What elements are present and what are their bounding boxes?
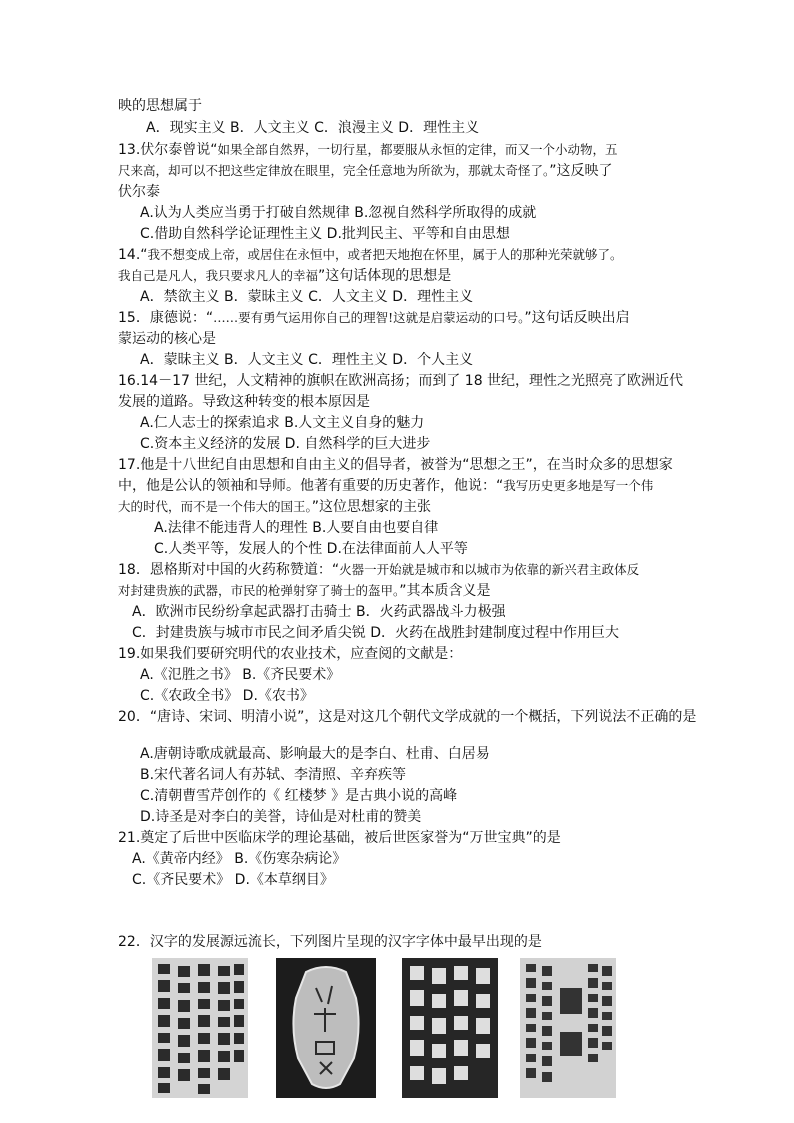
q16-options-ab: A.仁人志士的探索追求 B.人文主义自身的魅力	[140, 415, 425, 431]
ancient-manuscript-image	[520, 958, 616, 1098]
q14-stem-line1: 14.“我不想变成上帝，或居住在永恒中，或者把天地抱在怀里，属于人的那种光荣就够了。	[118, 247, 623, 263]
q19-options-cd: C.《农政全书》 D.《农书》	[140, 688, 314, 704]
q20-option-b: B.宋代著名词人有苏轼、李清照、辛弃疾等	[140, 767, 407, 783]
q18-options-ab: A．欧洲市民纷纷拿起武器打击骑士 B．火药武器战斗力极强	[132, 604, 506, 620]
stone-rubbing-image	[402, 958, 498, 1098]
q16-stem-line2: 发展的道路。导致这种转变的根本原因是	[118, 394, 370, 410]
q21-options-ab: A.《黄帝内经》 B.《伤寒杂病论》	[132, 851, 347, 867]
q17-stem-line2: 中，他是公认的领袖和导师。他著有重要的历史著作，他说：“我写历史更多地是写一个伟	[118, 478, 654, 494]
q20-option-d: D.诗圣是对李白的美誉，诗仙是对杜甫的赞美	[140, 809, 422, 825]
q12-options: A．现实主义 B．人文主义 C．浪漫主义 D．理性主义	[146, 120, 480, 136]
q12-stem-end: 映的思想属于	[118, 98, 202, 114]
q21-options-cd: C.《齐民要术》 D.《本草纲目》	[132, 872, 334, 888]
calligraphy-regular-script-image	[152, 958, 248, 1098]
q14-options: A．禁欲主义 B．蒙昧主义 C．人文主义 D．理性主义	[140, 289, 474, 305]
q16-options-cd: C.资本主义经济的发展 D. 自然科学的巨大进步	[140, 436, 431, 452]
q13-stem-line1: 13.伏尔泰曾说“如果全部自然界，一切行星，都要服从永恒的定律，而又一个小动物，五	[118, 142, 618, 158]
q19-options-ab: A.《氾胜之书》 B.《齐民要术》	[140, 667, 341, 683]
q15-options: A．蒙昧主义 B．人文主义 C．理性主义 D．个人主义	[140, 352, 474, 368]
q21-stem: 21.奠定了后世中医临床学的理论基础，被后世医家誉为“万世宝典”的是	[118, 830, 561, 846]
q16-stem-line1: 16.14－17 世纪，人文精神的旗帜在欧洲高扬；而到了 18 世纪，理性之光照亮了欧洲近代	[118, 373, 684, 389]
q22-image-row	[152, 958, 632, 1098]
q13-options-cd: C.借助自然科学论证理性主义 D.批判民主、平等和自由思想	[140, 226, 510, 242]
q18-stem-line1: 18．恩格斯对中国的火药称赞道：“火器一开始就是城市和以城市为依靠的新兴君主政体反	[118, 562, 640, 578]
oracle-bone-inscription-image	[276, 958, 376, 1098]
q13-stem-line3: 伏尔泰	[118, 184, 160, 200]
q18-stem-line2: 对封建贵族的武器，市民的枪弹射穿了骑士的盔甲。”其本质含义是	[118, 583, 491, 599]
q13-stem-line2: 尺来高，却可以不把这些定律放在眼里，完全任意地为所欲为，那就太奇怪了。”这反映了	[118, 163, 613, 179]
q14-stem-line2: 我自己是凡人，我只要求凡人的幸福”这句话体现的思想是	[118, 268, 452, 284]
q20-stem: 20．“唐诗、宋词、明清小说”，这是对这几个朝代文学成就的一个概括，下列说法不正确的是	[118, 709, 697, 725]
q20-option-c: C.清朝曹雪芹创作的《 红楼梦 》是古典小说的高峰	[140, 788, 458, 804]
q17-options-cd: C.人类平等，发展人的个性 D.在法律面前人人平等	[154, 541, 468, 557]
q15-stem-line2: 蒙运动的核心是	[118, 331, 216, 347]
q15-stem-line1: 15．康德说：“……要有勇气运用你自己的理智!这就是启蒙运动的口号。”这句话反映出启	[118, 310, 630, 326]
q17-stem-line3: 大的时代，而不是一个伟大的国王。”这位思想家的主张	[118, 499, 432, 515]
q22-stem: 22．汉字的发展源远流长，下列图片呈现的汉字字体中最早出现的是	[118, 934, 542, 950]
q17-options-ab: A.法律不能违背人的理性 B.人要自由也要自律	[154, 520, 439, 536]
q17-stem-line1: 17.他是十八世纪自由思想和自由主义的倡导者，被誉为“思想之王”，在当时众多的思想家	[118, 457, 673, 473]
q13-options-ab: A.认为人类应当勇于打破自然规律 B.忽视自然科学所取得的成就	[140, 205, 537, 221]
q19-stem: 19.如果我们要研究明代的农业技术，应查阅的文献是：	[118, 646, 463, 662]
q20-option-a: A.唐朝诗歌成就最高、影响最大的是李白、杜甫、白居易	[140, 746, 490, 762]
q18-options-cd: C．封建贵族与城市市民之间矛盾尖锐 D．火药在战胜封建制度过程中作用巨大	[132, 625, 620, 641]
